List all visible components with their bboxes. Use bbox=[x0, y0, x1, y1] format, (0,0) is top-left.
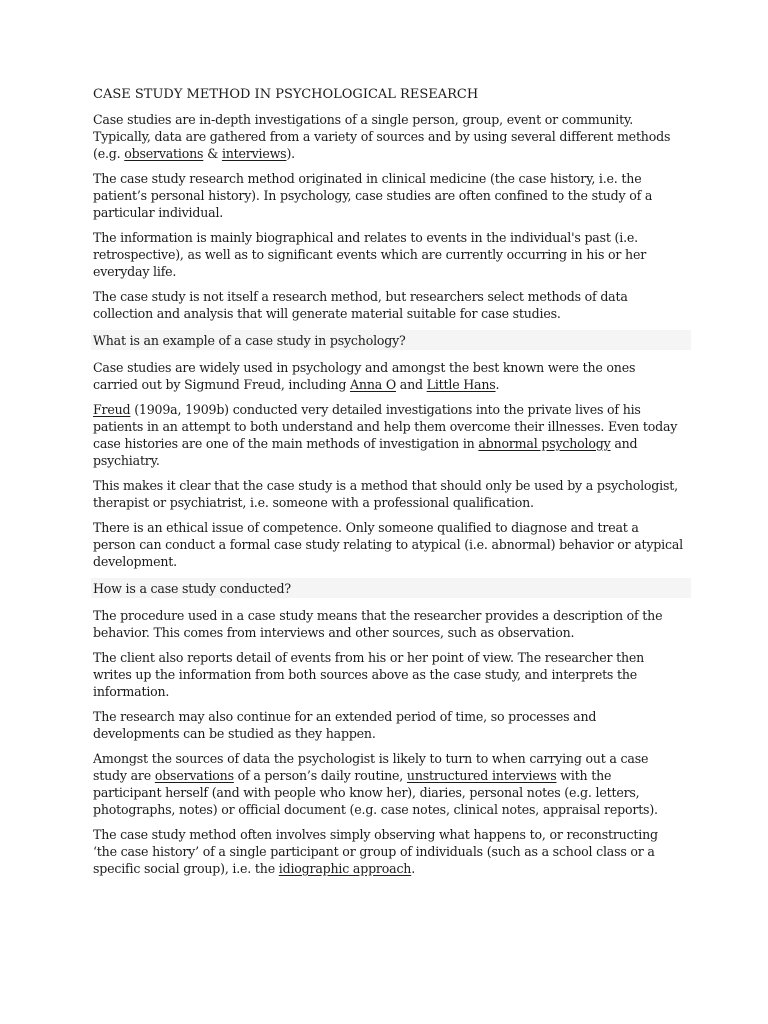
paragraph: The research may also continue for an extended period of time, so processes and developments can be studied as they happen. bbox=[93, 709, 597, 741]
paragraph bbox=[93, 826, 683, 877]
text-run: (1909a, 1909b) conducted very detailed investigations into the private lives of his patients in an attempt to both understand and help them overcome their illnesses. Even today case histories are one of the main methods of investigation in bbox=[93, 402, 678, 451]
section-heading: How is a case study conducted? bbox=[91, 578, 691, 598]
paragraph: The client also reports detail of events from his or her point of view. The researcher then writes up the information from both sources above as the case study, and interprets the information. bbox=[93, 650, 645, 699]
text-run: Case studies are widely used in psychology and amongst the best known were the ones carried out by Sigmund Freud, including bbox=[93, 360, 636, 392]
paragraph bbox=[93, 359, 683, 393]
text-run: . bbox=[495, 377, 500, 392]
paragraph: The case study research method originated in clinical medicine (the case history, i.e. the patient’s personal history). In psychology, case studies are often confined to the study of a particular individual. bbox=[93, 171, 653, 220]
freud-link[interactable]: Freud bbox=[93, 402, 131, 417]
text-run: Case studies are in-depth investigations of a single person, group, event or community. Typically, data are gathered from a variety of sources and by using several different methods (e.g. bbox=[93, 112, 671, 161]
text-run: with the participant herself (and with people who know her), diaries, personal notes (e.g. letters, photographs, notes) or official document (e.g. case notes, clinical notes, appraisal reports). bbox=[93, 768, 658, 817]
text-run: and psychiatry. bbox=[93, 436, 638, 468]
interviews-link[interactable]: interviews bbox=[221, 146, 287, 161]
text-run: & bbox=[203, 146, 222, 161]
observations-link[interactable]: observations bbox=[124, 146, 204, 161]
text-run: . bbox=[411, 861, 416, 876]
observations-link[interactable]: observations bbox=[154, 768, 234, 783]
section-heading: What is an example of a case study in psychology? bbox=[91, 330, 691, 350]
idiographic-approach-link[interactable]: idiographic approach bbox=[278, 861, 412, 876]
text-run: Amongst the sources of data the psychologist is likely to turn to when carrying out a case study are bbox=[93, 751, 649, 783]
text-run: ). bbox=[286, 146, 295, 161]
paragraph bbox=[93, 401, 683, 469]
paragraph: This makes it clear that the case study is a method that should only be used by a psychologist, therapist or psychiatrist, i.e. someone with a professional qualification. bbox=[93, 478, 678, 510]
paragraph: There is an ethical issue of competence. Only someone qualified to diagnose and treat a person can conduct a formal case study relating to atypical (i.e. abnormal) behavior or atypical development. bbox=[93, 520, 683, 569]
abnormal-psychology-link[interactable]: abnormal psychology bbox=[478, 436, 611, 451]
paragraph: The case study is not itself a research method, but researchers select methods of data collection and analysis that will generate material suitable for case studies. bbox=[93, 289, 628, 321]
paragraph: The procedure used in a case study means that the researcher provides a description of the behavior. This comes from interviews and other sources, such as observation. bbox=[93, 608, 663, 640]
little-hans-link[interactable]: Little Hans bbox=[426, 377, 496, 392]
text-run: The case study method often involves simply observing what happens to, or reconstructing ‘the case history’ of a single participant or group of individuals (such as a school class or a specific social group), i.e. the bbox=[93, 827, 658, 876]
paragraph bbox=[93, 750, 683, 818]
paragraph: The information is mainly biographical and relates to events in the individual's past (i.e. retrospective), as well as to significant events which are currently occurring in his or her everyday life. bbox=[93, 230, 647, 279]
document-page bbox=[93, 86, 683, 885]
text-run: of a person’s daily routine, bbox=[233, 768, 407, 783]
anna-o-link[interactable]: Anna O bbox=[350, 377, 396, 392]
unstructured-interviews-link[interactable]: unstructured interviews bbox=[406, 768, 557, 783]
text-run: and bbox=[395, 377, 427, 392]
paragraph bbox=[93, 111, 683, 162]
document-title: CASE STUDY METHOD IN PSYCHOLOGICAL RESEARCH bbox=[93, 87, 479, 102]
